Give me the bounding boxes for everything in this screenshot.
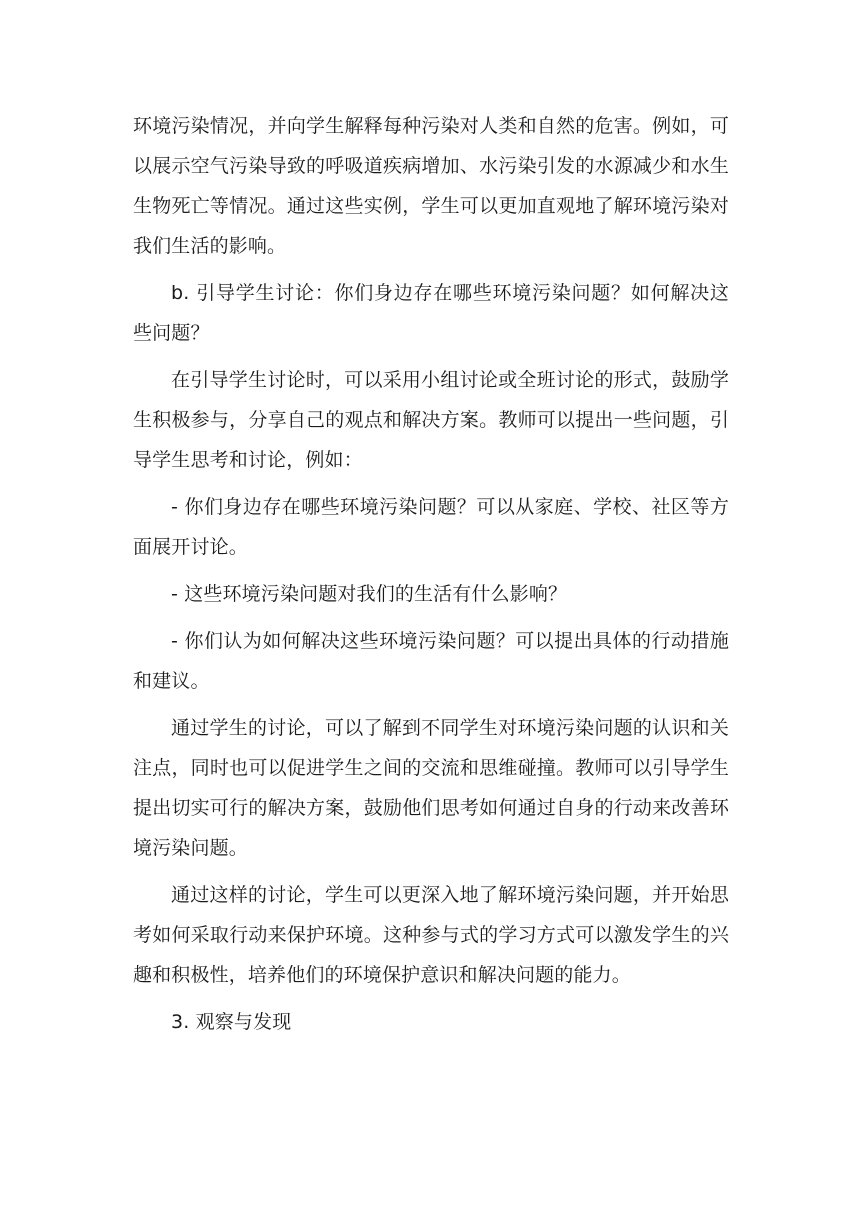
- list-item-question-3: - 你们认为如何解决这些环境污染问题？可以提出具体的行动措施和建议。: [133, 630, 729, 692]
- document-body: [133, 106, 729, 1049]
- paragraph-discussion-outcome: 通过学生的讨论，可以了解到不同学生对环境污染问题的认识和关注点，同时也可以促进学生之间的交流和思维碰撞。教师可以引导学生提出切实可行的解决方案，鼓励他们思考如何通过自身的行动来改善环境污染问题。: [133, 717, 729, 859]
- section-heading-observe-discover: 3. 观察与发现: [171, 1011, 292, 1033]
- list-item-question-2: - 这些环境污染问题对我们的生活有什么影响？: [171, 583, 568, 605]
- paragraph-summary: 通过这样的讨论，学生可以更深入地了解环境污染问题，并开始思考如何采取行动来保护环境。这种参与式的学习方式可以激发学生的兴趣和积极性，培养他们的环境保护意识和解决问题的能力。: [133, 884, 729, 986]
- paragraph-item-b-heading: b. 引导学生讨论：你们身边存在哪些环境污染问题？如何解决这些问题？: [133, 282, 729, 344]
- paragraph-discussion-method: 在引导学生讨论时，可以采用小组讨论或全班讨论的形式，鼓励学生积极参与，分享自己的观点和解决方案。教师可以提出一些问题，引导学生思考和讨论，例如：: [133, 369, 729, 471]
- paragraph-continued-pollution-intro: 环境污染情况，并向学生解释每种污染对人类和自然的危害。例如，可以展示空气污染导致的呼吸道疾病增加、水污染引发的水源减少和水生生物死亡等情况。通过这些实例，学生可以更加直观地了解环境污染对我们生活的影响。: [133, 115, 729, 257]
- list-item-question-1: - 你们身边存在哪些环境污染问题？可以从家庭、学校、社区等方面展开讨论。: [133, 496, 729, 558]
